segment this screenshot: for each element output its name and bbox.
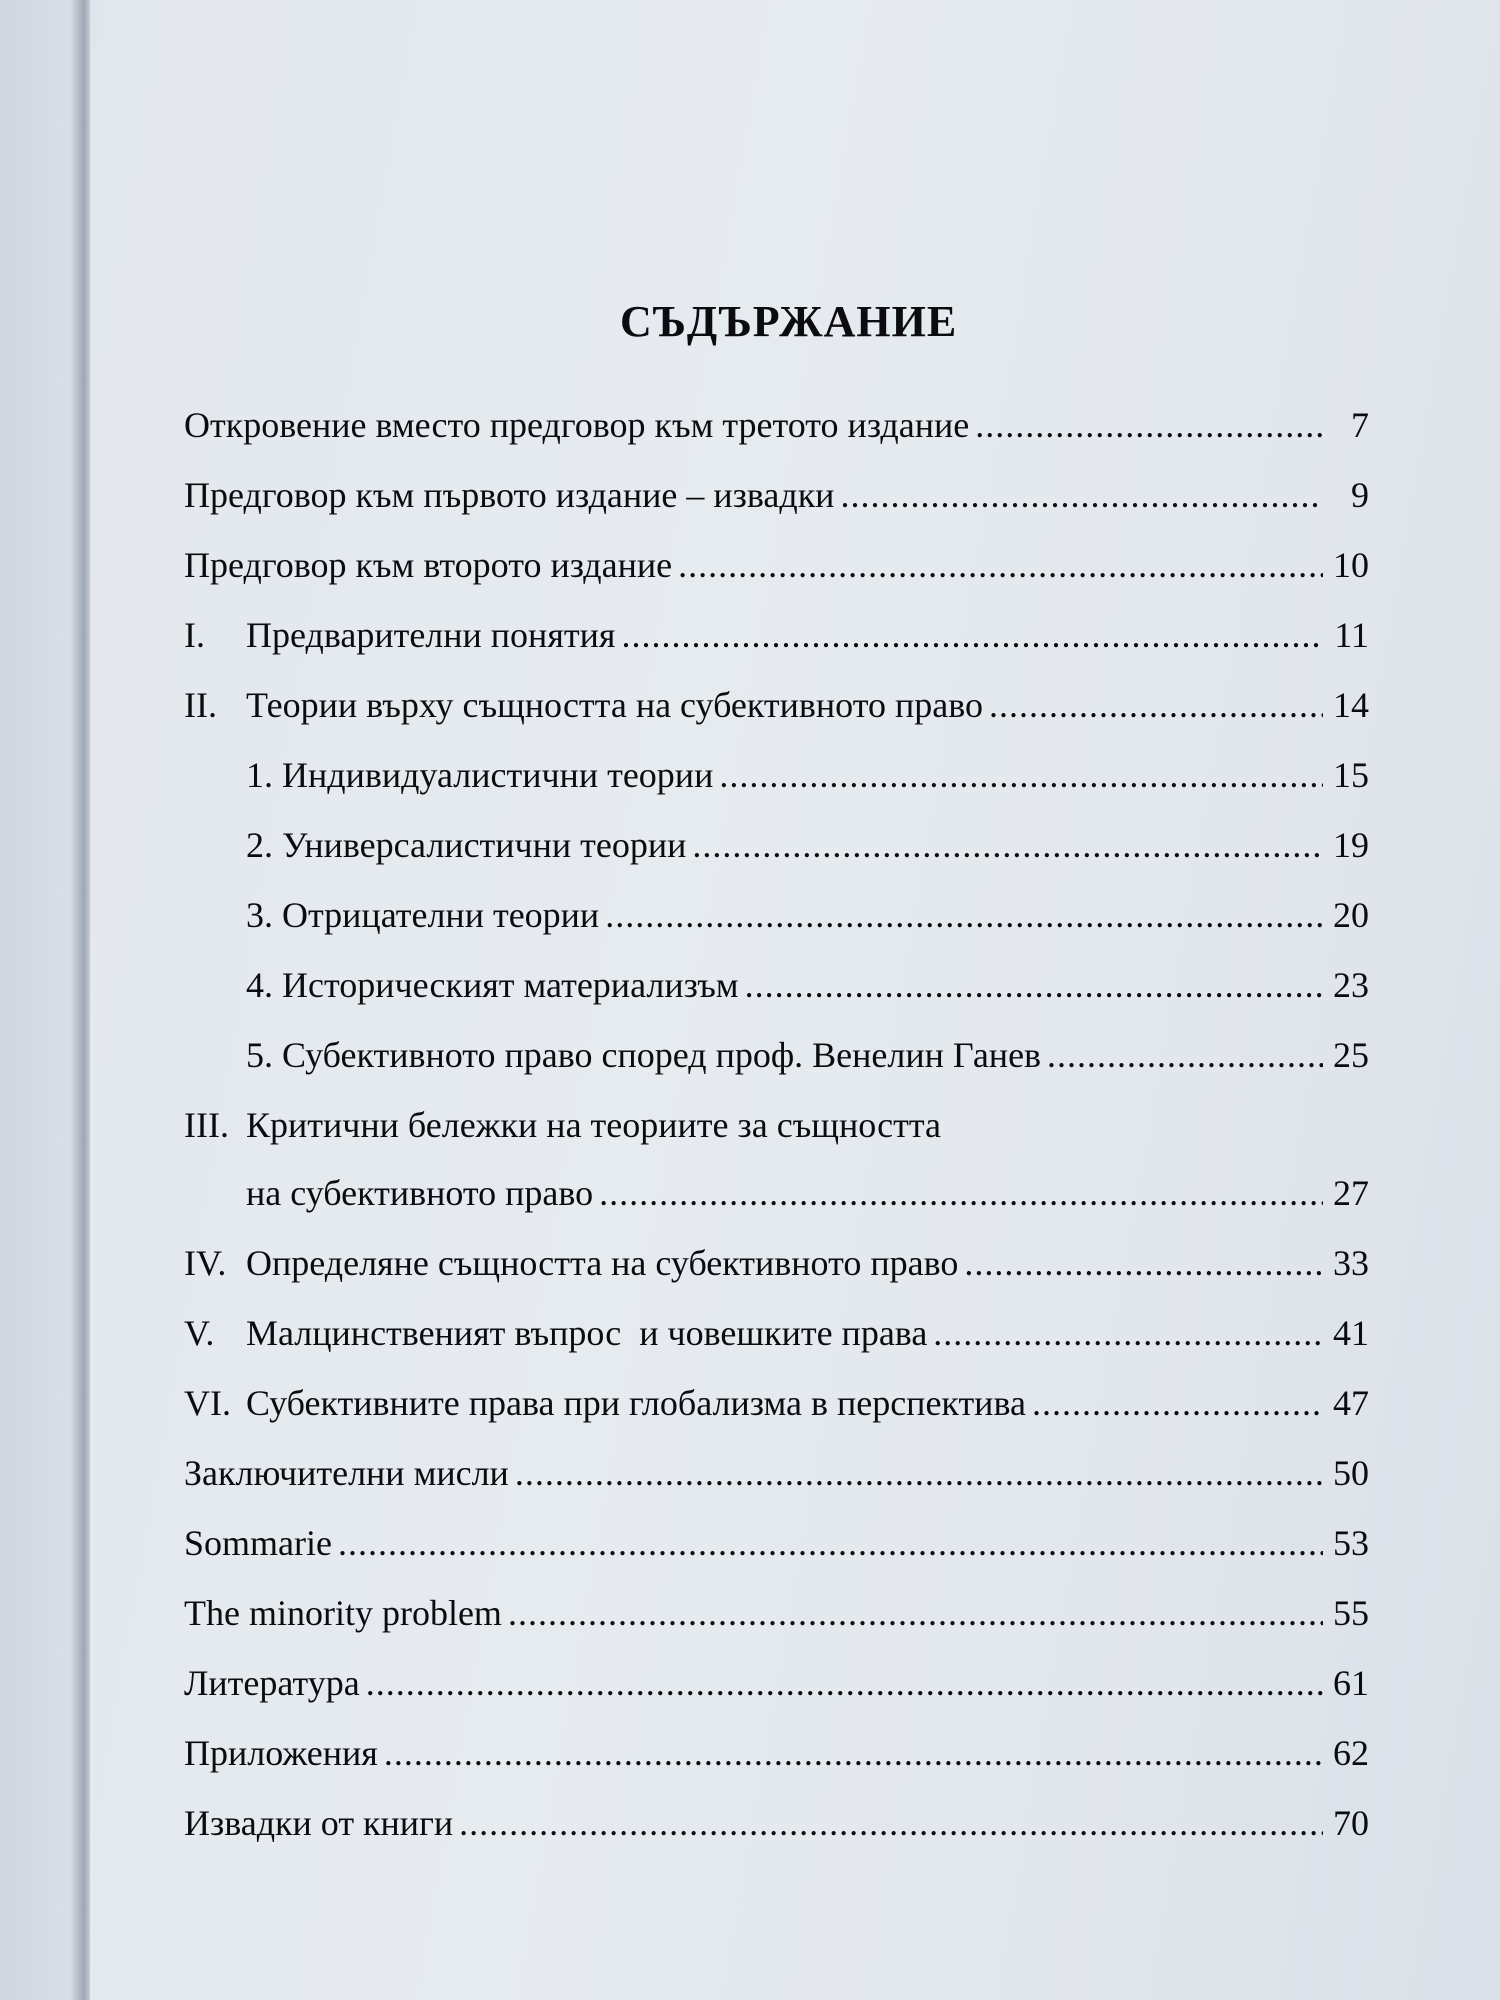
toc-chapter-number: V.: [184, 1313, 215, 1353]
toc-entry: [184, 1382, 1369, 1452]
toc-entry-label: Приложения: [184, 1733, 378, 1773]
toc-leader-dots: [692, 824, 1323, 866]
toc-entry-page: 62: [1333, 1733, 1369, 1773]
toc-entry: [184, 1522, 1369, 1592]
toc-entry: [184, 1452, 1369, 1522]
toc-entry-label: Извадки от книги: [184, 1803, 454, 1843]
toc-entry-page: 33: [1333, 1243, 1369, 1283]
toc-entry-page: 55: [1333, 1593, 1369, 1633]
toc-leader-dots: [384, 1732, 1323, 1774]
toc-leader-dots: [989, 684, 1323, 726]
toc-leader-dots: [515, 1452, 1323, 1494]
toc-entry-label: 5. Субективното право според проф. Венелин Ганев: [246, 1035, 1042, 1075]
toc-entry-page: 41: [1333, 1313, 1369, 1353]
toc-entry-page: 15: [1333, 755, 1369, 795]
toc-subentry: [184, 894, 1369, 964]
toc-entry-label: Критични бележки на теориите за същността: [246, 1105, 942, 1145]
toc-entry-label: Откровение вместо предговор към третото издание: [184, 405, 970, 445]
toc-entry: [184, 1732, 1369, 1802]
toc-entry-label: 1. Индивидуалистични теории: [246, 755, 714, 795]
toc-entry: [184, 1104, 1369, 1242]
toc-entry-page: 70: [1333, 1803, 1369, 1843]
toc-leader-dots: [599, 1172, 1323, 1214]
toc-entry: [184, 684, 1369, 754]
toc-subentry: [184, 754, 1369, 824]
toc-leader-dots: [678, 544, 1323, 586]
toc-subentry: [184, 824, 1369, 894]
toc-entry-page: 19: [1333, 825, 1369, 865]
toc-entry-page: 7: [1351, 405, 1369, 445]
toc-entry: [184, 1802, 1369, 1872]
book-gutter: [0, 0, 90, 2000]
toc-entry-page: 50: [1333, 1453, 1369, 1493]
toc-entry-label: 4. Историческият материализъм: [246, 965, 739, 1005]
bleed-through-text: [240, 210, 1440, 306]
toc-entry-label: Литература: [184, 1663, 360, 1703]
page-title: СЪДЪРЖАНИЕ: [620, 297, 958, 346]
table-of-contents: [184, 404, 1369, 1872]
toc-chapter-number: I.: [184, 615, 205, 655]
toc-leader-dots: [1047, 1034, 1323, 1076]
toc-leader-dots: [605, 894, 1323, 936]
toc-chapter-number: III.: [184, 1105, 229, 1145]
toc-entry-label: Предговор към второто издание: [184, 545, 673, 585]
toc-chapter-number: VI.: [184, 1383, 231, 1423]
toc-leader-dots: [621, 614, 1323, 656]
toc-entry: [184, 1592, 1369, 1662]
toc-subentry: [184, 1034, 1369, 1104]
toc-entry: [184, 404, 1369, 474]
toc-entry-page: 25: [1333, 1035, 1369, 1075]
toc-entry-label: Малцинственият въпрос и човешките права: [246, 1313, 928, 1353]
toc-entry-page: 10: [1333, 545, 1369, 585]
toc-entry: [184, 544, 1369, 614]
toc-entry-label: 3. Отрицателни теории: [246, 895, 600, 935]
toc-entry-label: Sommarie: [184, 1523, 332, 1563]
toc-entry-label: The minority problem: [184, 1593, 502, 1633]
toc-entry-label-continued: на субективното право: [246, 1173, 594, 1213]
toc-leader-dots: [459, 1802, 1323, 1844]
toc-leader-dots: [933, 1312, 1323, 1354]
toc-chapter-number: IV.: [184, 1243, 227, 1283]
toc-entry-page: 11: [1334, 615, 1369, 655]
toc-entry: [184, 1312, 1369, 1382]
toc-entry-label: Определяне същността на субективното право: [246, 1243, 959, 1283]
toc-leader-dots: [719, 754, 1323, 796]
toc-entry-page: 23: [1333, 965, 1369, 1005]
toc-entry: [184, 614, 1369, 684]
toc-entry-label: 2. Универсалистични теории: [246, 825, 687, 865]
toc-leader-dots: [975, 404, 1323, 446]
toc-subentry: [184, 964, 1369, 1034]
toc-entry-label: Предговор към първото издание – извадки: [184, 475, 835, 515]
toc-entry: [184, 474, 1369, 544]
toc-entry-page: 27: [1333, 1173, 1369, 1213]
toc-leader-dots: [745, 964, 1323, 1006]
toc-entry-page: 9: [1351, 475, 1369, 515]
toc-entry-page: 61: [1333, 1663, 1369, 1703]
toc-chapter-number: II.: [184, 685, 217, 725]
toc-entry-label: Субективните права при глобализма в перспектива: [246, 1383, 1026, 1423]
toc-entry: [184, 1662, 1369, 1732]
toc-leader-dots: [1032, 1382, 1323, 1424]
toc-leader-dots: [338, 1522, 1323, 1564]
toc-entry-page: 53: [1333, 1523, 1369, 1563]
toc-leader-dots: [508, 1592, 1323, 1634]
toc-entry: [184, 1242, 1369, 1312]
toc-leader-dots: [964, 1242, 1323, 1284]
toc-entry-label: Заключителни мисли: [184, 1453, 509, 1493]
toc-leader-dots: [840, 474, 1323, 516]
toc-entry-label: Предварителни понятия: [246, 615, 616, 655]
toc-entry-page: 20: [1333, 895, 1369, 935]
toc-entry-page: 47: [1333, 1383, 1369, 1423]
toc-leader-dots: [366, 1662, 1323, 1704]
toc-entry-page: 14: [1333, 685, 1369, 725]
toc-entry-label: Теории върху същността на субективното право: [246, 685, 983, 725]
